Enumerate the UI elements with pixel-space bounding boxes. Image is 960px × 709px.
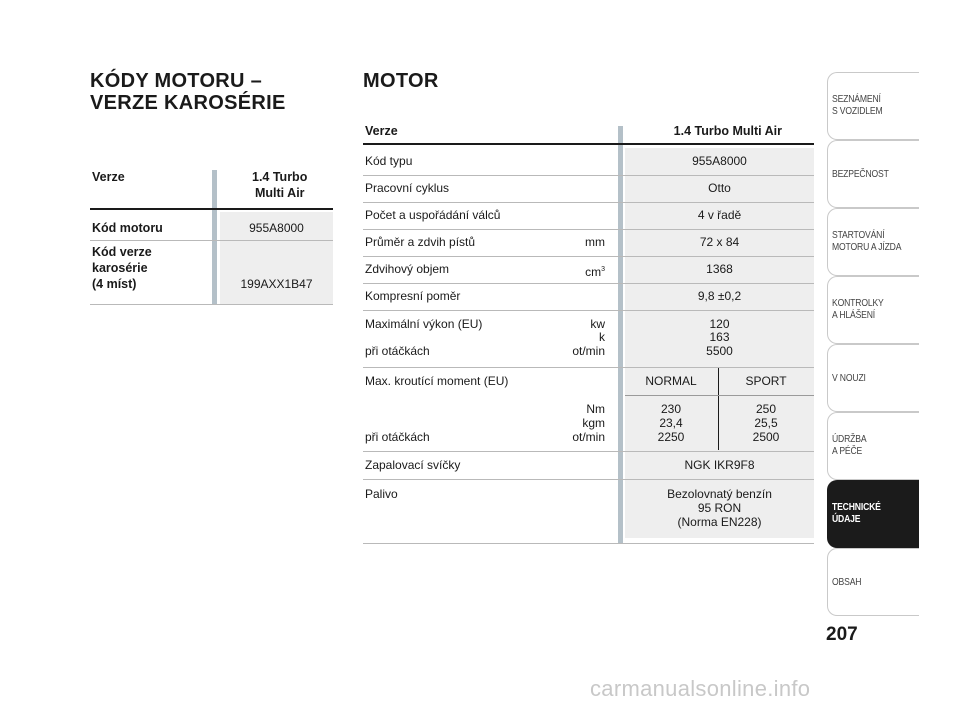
- left-header-value-line1: 1.4 Turbo: [252, 170, 308, 184]
- row-divider: [363, 310, 814, 311]
- sidebar-tab-technicke-udaje[interactable]: [827, 480, 919, 548]
- moment-normal-rpm: 2250: [657, 430, 685, 444]
- row-moment-unit-kgm: kgm: [582, 416, 605, 430]
- left-title-line1: KÓDY MOTORU –: [90, 70, 263, 92]
- row-moment-unit-rpm: ot/min: [572, 430, 605, 444]
- row-palivo-label: Palivo: [365, 487, 398, 501]
- left-column-divider: [212, 170, 217, 304]
- row-divider: [363, 367, 814, 368]
- sidebar-tab-label: ÚDAJE: [832, 513, 861, 525]
- sidebar-tab-startovani[interactable]: [827, 208, 919, 276]
- row-divider: [363, 256, 814, 257]
- row-prumer-label: Průměr a zdvih pístů: [365, 235, 476, 249]
- row-prumer-unit: mm: [585, 235, 605, 249]
- sidebar-tab-label: ÚDRŽBA: [832, 433, 867, 445]
- row-vykon-value-kw: 120: [709, 317, 730, 331]
- right-column-divider: [618, 126, 623, 544]
- sidebar-tab-bezpecnost[interactable]: [827, 140, 919, 208]
- row-vykon-value-rpm: 5500: [706, 344, 733, 358]
- row-vykon-label-rpm: při otáčkách: [365, 344, 430, 358]
- sidebar-tab-label: STARTOVÁNÍ: [832, 229, 885, 241]
- row-vykon-unit-kw: kw: [590, 317, 605, 331]
- row-komprese-label: Kompresní poměr: [365, 289, 461, 303]
- right-header-label: Verze: [365, 124, 398, 138]
- left-row2-label-line1: Kód verze: [92, 245, 152, 259]
- sidebar-tab-seznameni[interactable]: [827, 72, 919, 140]
- row-prumer-value: 72 x 84: [699, 235, 740, 249]
- sidebar-tab-label: S VOZIDLEM: [832, 105, 883, 117]
- row-valce-value: 4 v řadě: [697, 208, 742, 222]
- left-row1-value: 955A8000: [249, 221, 304, 235]
- row-divider: [363, 479, 814, 480]
- sidebar-tab-label: KONTROLKY: [832, 297, 884, 309]
- row-objem-value: 1368: [706, 262, 733, 276]
- row-svicky-value: NGK IKR9F8: [684, 458, 755, 472]
- sidebar-tab-udrzba[interactable]: [827, 412, 919, 480]
- row-cyklus-label: Pracovní cyklus: [365, 181, 450, 195]
- row-palivo-value-line3: (Norma EN228): [677, 515, 762, 529]
- moment-normal-nm: 230: [660, 402, 682, 416]
- row-divider: [363, 283, 814, 284]
- right-header-value: 1.4 Turbo Multi Air: [673, 124, 782, 138]
- row-moment-label-rpm: při otáčkách: [365, 430, 430, 444]
- row-kod-value: 955A8000: [692, 154, 747, 168]
- row-moment-unit-nm: Nm: [586, 402, 605, 416]
- moment-sport-kgm: 25,5: [754, 416, 778, 430]
- sidebar-tab-label: OBSAH: [832, 576, 862, 588]
- row-vykon-value-k: 163: [709, 330, 730, 344]
- sidebar-tab-v-nouzi[interactable]: [827, 344, 919, 412]
- left-header-label: Verze: [92, 170, 125, 184]
- row-kod-label: Kód typu: [365, 154, 413, 168]
- row-moment-col-normal: NORMAL: [645, 374, 697, 388]
- left-header-value-line2: Multi Air: [255, 186, 305, 200]
- right-title: MOTOR: [363, 70, 439, 92]
- row-divider: [363, 229, 814, 230]
- row-divider: [363, 451, 814, 452]
- left-row-divider: [90, 240, 333, 241]
- row-moment-label: Max. kroutící moment (EU): [365, 374, 509, 388]
- moment-subheader-rule: [625, 395, 814, 396]
- row-komprese-value: 9,8 ±0,2: [697, 289, 742, 303]
- moment-normal-kgm: 23,4: [659, 416, 683, 430]
- sidebar-tab-obsah[interactable]: [827, 548, 919, 616]
- sidebar-tab-label: V NOUZI: [832, 372, 866, 384]
- left-header-rule: [90, 208, 333, 210]
- row-palivo-value-line1: Bezolovnatý benzín: [667, 487, 772, 501]
- row-vykon-unit-k: k: [599, 330, 605, 344]
- sidebar-tab-label: A PÉČE: [832, 445, 863, 457]
- row-svicky-label: Zapalovací svíčky: [365, 458, 461, 472]
- row-moment-col-sport: SPORT: [745, 374, 787, 388]
- left-row2-label-line2: karosérie: [92, 261, 148, 275]
- right-table-bottom-rule: [363, 543, 814, 544]
- row-valce-label: Počet a uspořádání válců: [365, 208, 501, 222]
- row-objem-unit: $cm^3$: [585, 265, 605, 279]
- sidebar-tab-label: MOTORU A JÍZDA: [832, 241, 902, 253]
- sidebar-tab-label: A HLÁŠENÍ: [832, 309, 876, 321]
- left-row1-label: Kód motoru: [92, 221, 163, 235]
- row-vykon-label: Maximální výkon (EU): [365, 317, 483, 331]
- right-header-rule: [363, 143, 814, 145]
- sidebar-tab-label: SEZNÁMENÍ: [832, 93, 881, 105]
- row-cyklus-value: Otto: [708, 181, 731, 195]
- row-vykon-unit-rpm: ot/min: [572, 344, 605, 358]
- left-row2-label-line3: (4 míst): [92, 277, 137, 291]
- watermark-text: carmanualsonline.info: [590, 676, 811, 701]
- page-number: 207: [826, 624, 858, 645]
- moment-sport-rpm: 2500: [752, 430, 780, 444]
- row-divider: [363, 202, 814, 203]
- row-divider: [363, 175, 814, 176]
- row-palivo-value-line2: 95 RON: [697, 501, 742, 515]
- sidebar-tab-kontrolky[interactable]: [827, 276, 919, 344]
- moment-sport-nm: 250: [755, 402, 777, 416]
- left-row2-value: 199AXX1B47: [240, 277, 313, 291]
- sidebar-tab-label: BEZPEČNOST: [832, 168, 889, 180]
- left-title-line2: VERZE KAROSÉRIE: [90, 92, 286, 114]
- sidebar-tab-label: TECHNICKÉ: [832, 501, 881, 513]
- row-objem-label: Zdvihový objem: [365, 262, 450, 276]
- left-table-bottom-rule: [90, 304, 333, 305]
